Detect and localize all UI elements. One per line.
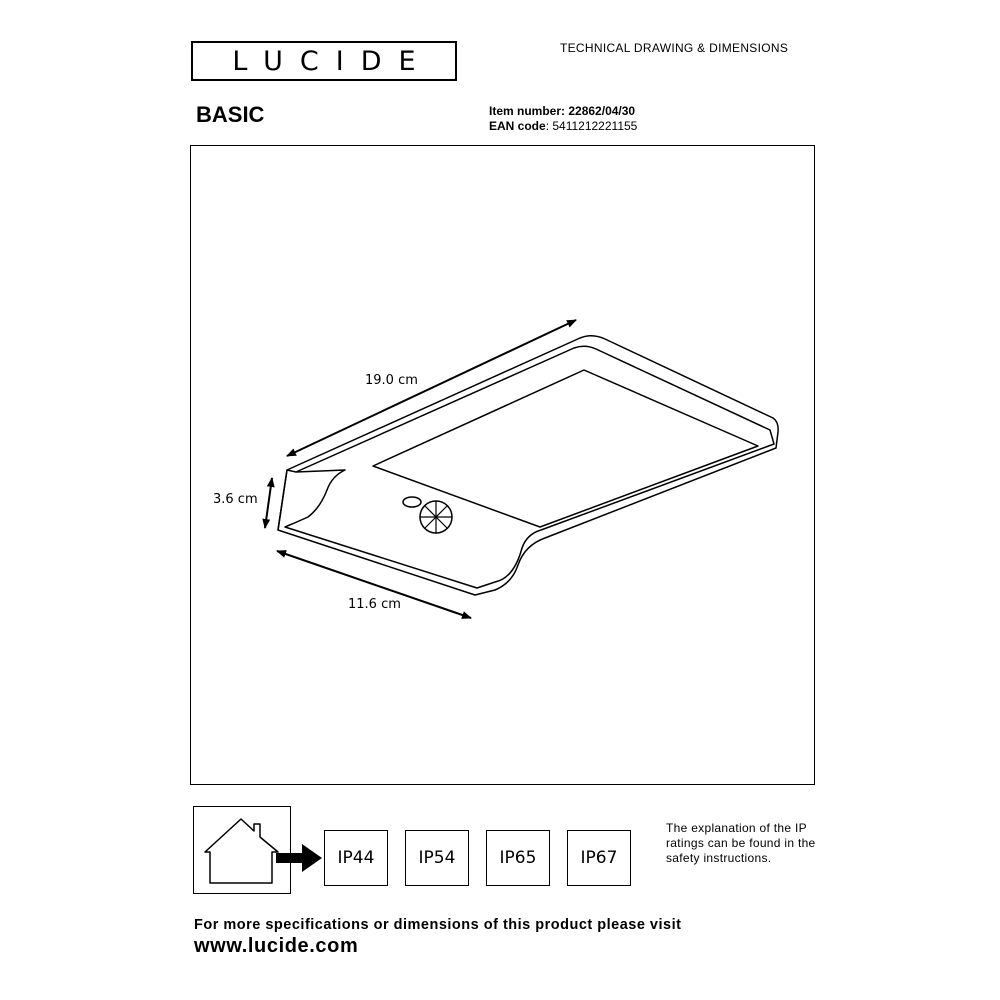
ean-label: EAN code: [489, 119, 546, 133]
ip-explanation: The explanation of the IP ratings can be found in the safety instructions.: [666, 821, 816, 865]
solar-panel: [373, 370, 758, 527]
document-type: TECHNICAL DRAWING & DIMENSIONS: [560, 41, 789, 55]
lamp-top-edge: [287, 470, 296, 472]
length-label: 19.0 cm: [365, 373, 418, 388]
height-label: 3.6 cm: [213, 492, 258, 507]
ean-value: : 5411212221155: [545, 119, 638, 133]
height-dimension-line: [265, 478, 272, 528]
ip-rating-badge: IP44: [324, 830, 388, 886]
width-label: 11.6 cm: [348, 597, 401, 612]
lamp-side-edge: [278, 470, 287, 530]
lamp-body-outline: [278, 336, 778, 595]
light-sensor: [403, 497, 421, 507]
logo-text: LUCIDE: [232, 46, 433, 77]
length-dimension-line: [287, 320, 576, 456]
ip-rating-badge: IP54: [405, 830, 469, 886]
ip-rating-badge: IP65: [486, 830, 550, 886]
item-number-value: 22862/04/30: [568, 104, 636, 118]
item-number-label: Item number:: [489, 104, 566, 118]
website-link[interactable]: www.lucide.com: [194, 935, 359, 957]
ip-rating-badge: IP67: [567, 830, 631, 886]
arrow-icon: [276, 842, 326, 874]
product-name: BASIC: [196, 102, 265, 127]
footer-text: For more specifications or dimensions of this product please visit: [194, 917, 682, 933]
